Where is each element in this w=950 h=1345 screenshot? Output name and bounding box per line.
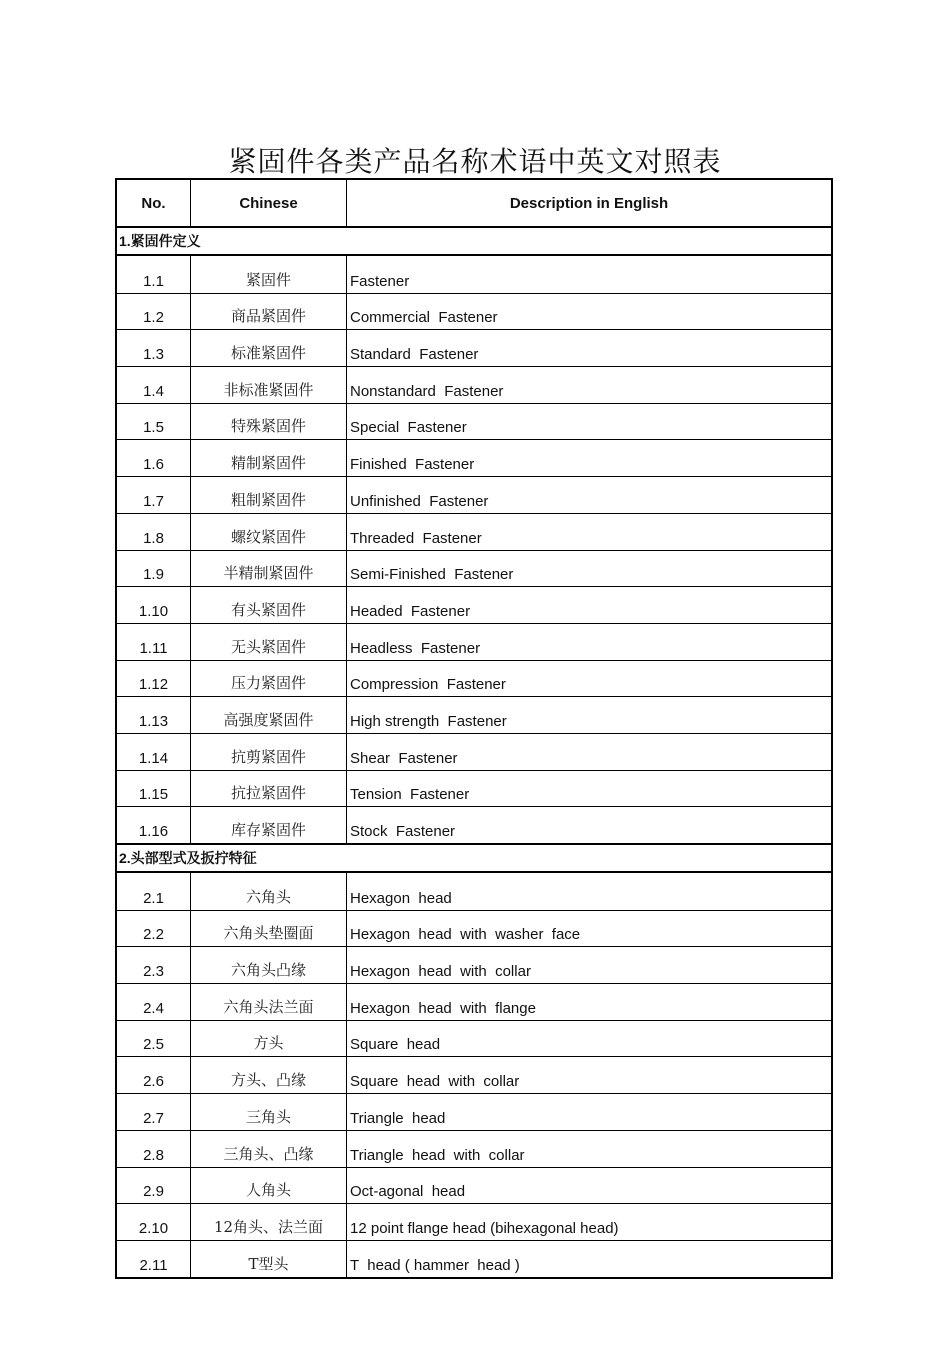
page-title: 紧固件各类产品名称术语中英文对照表 — [228, 145, 722, 178]
cell-no: 1.16 — [117, 807, 191, 843]
cell-english: Hexagon head with washer face — [350, 926, 581, 944]
cell-no: 2.9 — [117, 1168, 191, 1204]
table-row — [117, 1240, 831, 1277]
cell-english: 12 point flange head (bihexagonal head) — [350, 1219, 619, 1237]
cell-no: 2.3 — [117, 947, 191, 983]
cell-no: 1.4 — [117, 367, 191, 403]
cell-chinese: 六角头法兰面 — [191, 984, 347, 1020]
cell-english: Hexagon head with flange — [350, 999, 536, 1017]
cell-chinese: 12角头、法兰面 — [191, 1204, 347, 1240]
cell-english: High strength Fastener — [350, 712, 507, 730]
cell-chinese: 人角头 — [191, 1168, 347, 1204]
table-row — [117, 873, 831, 910]
cell-no: 1.8 — [117, 514, 191, 550]
cell-english: Triangle head with collar — [350, 1146, 525, 1164]
cell-chinese: 压力紧固件 — [191, 661, 347, 697]
cell-no: 2.2 — [117, 911, 191, 947]
table-row — [117, 476, 831, 513]
table-row — [117, 770, 831, 807]
cell-english: Headless Fastener — [350, 639, 481, 657]
cell-no: 1.9 — [117, 551, 191, 587]
cell-no: 2.4 — [117, 984, 191, 1020]
cell-english: T head ( hammer head ) — [350, 1256, 520, 1274]
cell-no: 1.6 — [117, 440, 191, 476]
cell-english: Hexagon head with collar — [350, 963, 531, 981]
table-header — [115, 178, 833, 228]
cell-chinese: 六角头垫圈面 — [191, 911, 347, 947]
table-row — [117, 660, 831, 697]
table-row — [117, 910, 831, 947]
cell-no: 1.15 — [117, 771, 191, 807]
cell-english: Fastener — [350, 272, 410, 290]
cell-english: Stock Fastener — [350, 823, 456, 840]
cell-english: Headed Fastener — [350, 602, 471, 620]
cell-no: 1.13 — [117, 697, 191, 733]
table-row — [117, 1093, 831, 1130]
cell-english: Tension Fastener — [350, 786, 470, 804]
terminology-table — [115, 178, 833, 1279]
cell-chinese: 库存紧固件 — [191, 807, 347, 843]
cell-no: 1.2 — [117, 294, 191, 330]
table-row — [117, 366, 831, 403]
table-row — [117, 1020, 831, 1057]
cell-chinese: 半精制紧固件 — [191, 551, 347, 587]
cell-no: 2.5 — [117, 1021, 191, 1057]
cell-english: Compression Fastener — [350, 676, 506, 694]
cell-english: Square head — [350, 1036, 441, 1054]
table-row — [117, 513, 831, 550]
section-heading: 1.紧固件定义 — [115, 228, 833, 254]
column-header-no: No. — [117, 180, 191, 226]
cell-chinese: 商品紧固件 — [191, 294, 347, 330]
cell-no: 2.10 — [117, 1204, 191, 1240]
cell-chinese: 无头紧固件 — [191, 624, 347, 660]
cell-chinese: 方头、凸缘 — [191, 1057, 347, 1093]
table-row — [117, 623, 831, 660]
column-header-english: Description in English — [509, 194, 669, 212]
cell-chinese: 六角头凸缘 — [191, 947, 347, 983]
cell-no: 1.14 — [117, 734, 191, 770]
table-row — [117, 733, 831, 770]
cell-chinese: 六角头 — [191, 873, 347, 910]
table-row — [117, 293, 831, 330]
cell-chinese: 抗拉紧固件 — [191, 771, 347, 807]
cell-english: Square head with collar — [350, 1073, 520, 1091]
cell-no: 1.1 — [117, 256, 191, 293]
cell-chinese: 标准紧固件 — [191, 330, 347, 366]
cell-english: Oct-agonal head — [350, 1183, 466, 1201]
table-row — [117, 1203, 831, 1240]
cell-english: Triangle head — [350, 1109, 446, 1127]
cell-no: 2.7 — [117, 1094, 191, 1130]
cell-english: Shear Fastener — [350, 749, 458, 767]
cell-no: 1.3 — [117, 330, 191, 366]
cell-chinese: 螺纹紧固件 — [191, 514, 347, 550]
table-row — [117, 403, 831, 440]
table-row — [117, 1130, 831, 1167]
table-row — [117, 439, 831, 476]
cell-chinese: 粗制紧固件 — [191, 477, 347, 513]
cell-english: Semi-Finished Fastener — [350, 566, 514, 584]
cell-english: Hexagon head — [350, 889, 452, 907]
cell-no: 1.11 — [117, 624, 191, 660]
cell-chinese: 高强度紧固件 — [191, 697, 347, 733]
cell-english: Standard Fastener — [350, 346, 479, 364]
cell-chinese: 三角头、凸缘 — [191, 1131, 347, 1167]
cell-no: 2.1 — [117, 873, 191, 910]
cell-english: Special Fastener — [350, 419, 467, 437]
table-row — [117, 983, 831, 1020]
cell-english: Nonstandard Fastener — [350, 382, 504, 400]
table-row — [117, 696, 831, 733]
cell-english: Finished Fastener — [350, 456, 475, 474]
cell-english: Threaded Fastener — [350, 529, 482, 547]
table-row — [117, 586, 831, 623]
table-row — [117, 1167, 831, 1204]
table-row — [117, 1056, 831, 1093]
cell-no: 2.8 — [117, 1131, 191, 1167]
table-row — [117, 550, 831, 587]
section-rows — [115, 871, 833, 1279]
section-heading: 2.头部型式及扳拧特征 — [115, 845, 833, 871]
cell-no: 1.10 — [117, 587, 191, 623]
section-rows — [115, 254, 833, 845]
cell-english: Commercial Fastener — [350, 309, 498, 327]
table-row — [117, 329, 831, 366]
cell-no: 2.11 — [117, 1241, 191, 1277]
cell-no: 1.12 — [117, 661, 191, 697]
column-header-chinese: Chinese — [191, 180, 347, 226]
table-row — [117, 256, 831, 293]
cell-no: 2.6 — [117, 1057, 191, 1093]
cell-chinese: 有头紧固件 — [191, 587, 347, 623]
cell-chinese: T型头 — [191, 1241, 347, 1277]
cell-chinese: 非标准紧固件 — [191, 367, 347, 403]
cell-chinese: 紧固件 — [191, 256, 347, 293]
table-row — [117, 946, 831, 983]
cell-chinese: 特殊紧固件 — [191, 404, 347, 440]
cell-chinese: 方头 — [191, 1021, 347, 1057]
cell-english: Unfinished Fastener — [350, 492, 489, 510]
cell-chinese: 精制紧固件 — [191, 440, 347, 476]
table-body — [115, 228, 833, 1279]
table-row — [117, 806, 831, 843]
cell-chinese: 抗剪紧固件 — [191, 734, 347, 770]
cell-no: 1.5 — [117, 404, 191, 440]
cell-no: 1.7 — [117, 477, 191, 513]
cell-chinese: 三角头 — [191, 1094, 347, 1130]
